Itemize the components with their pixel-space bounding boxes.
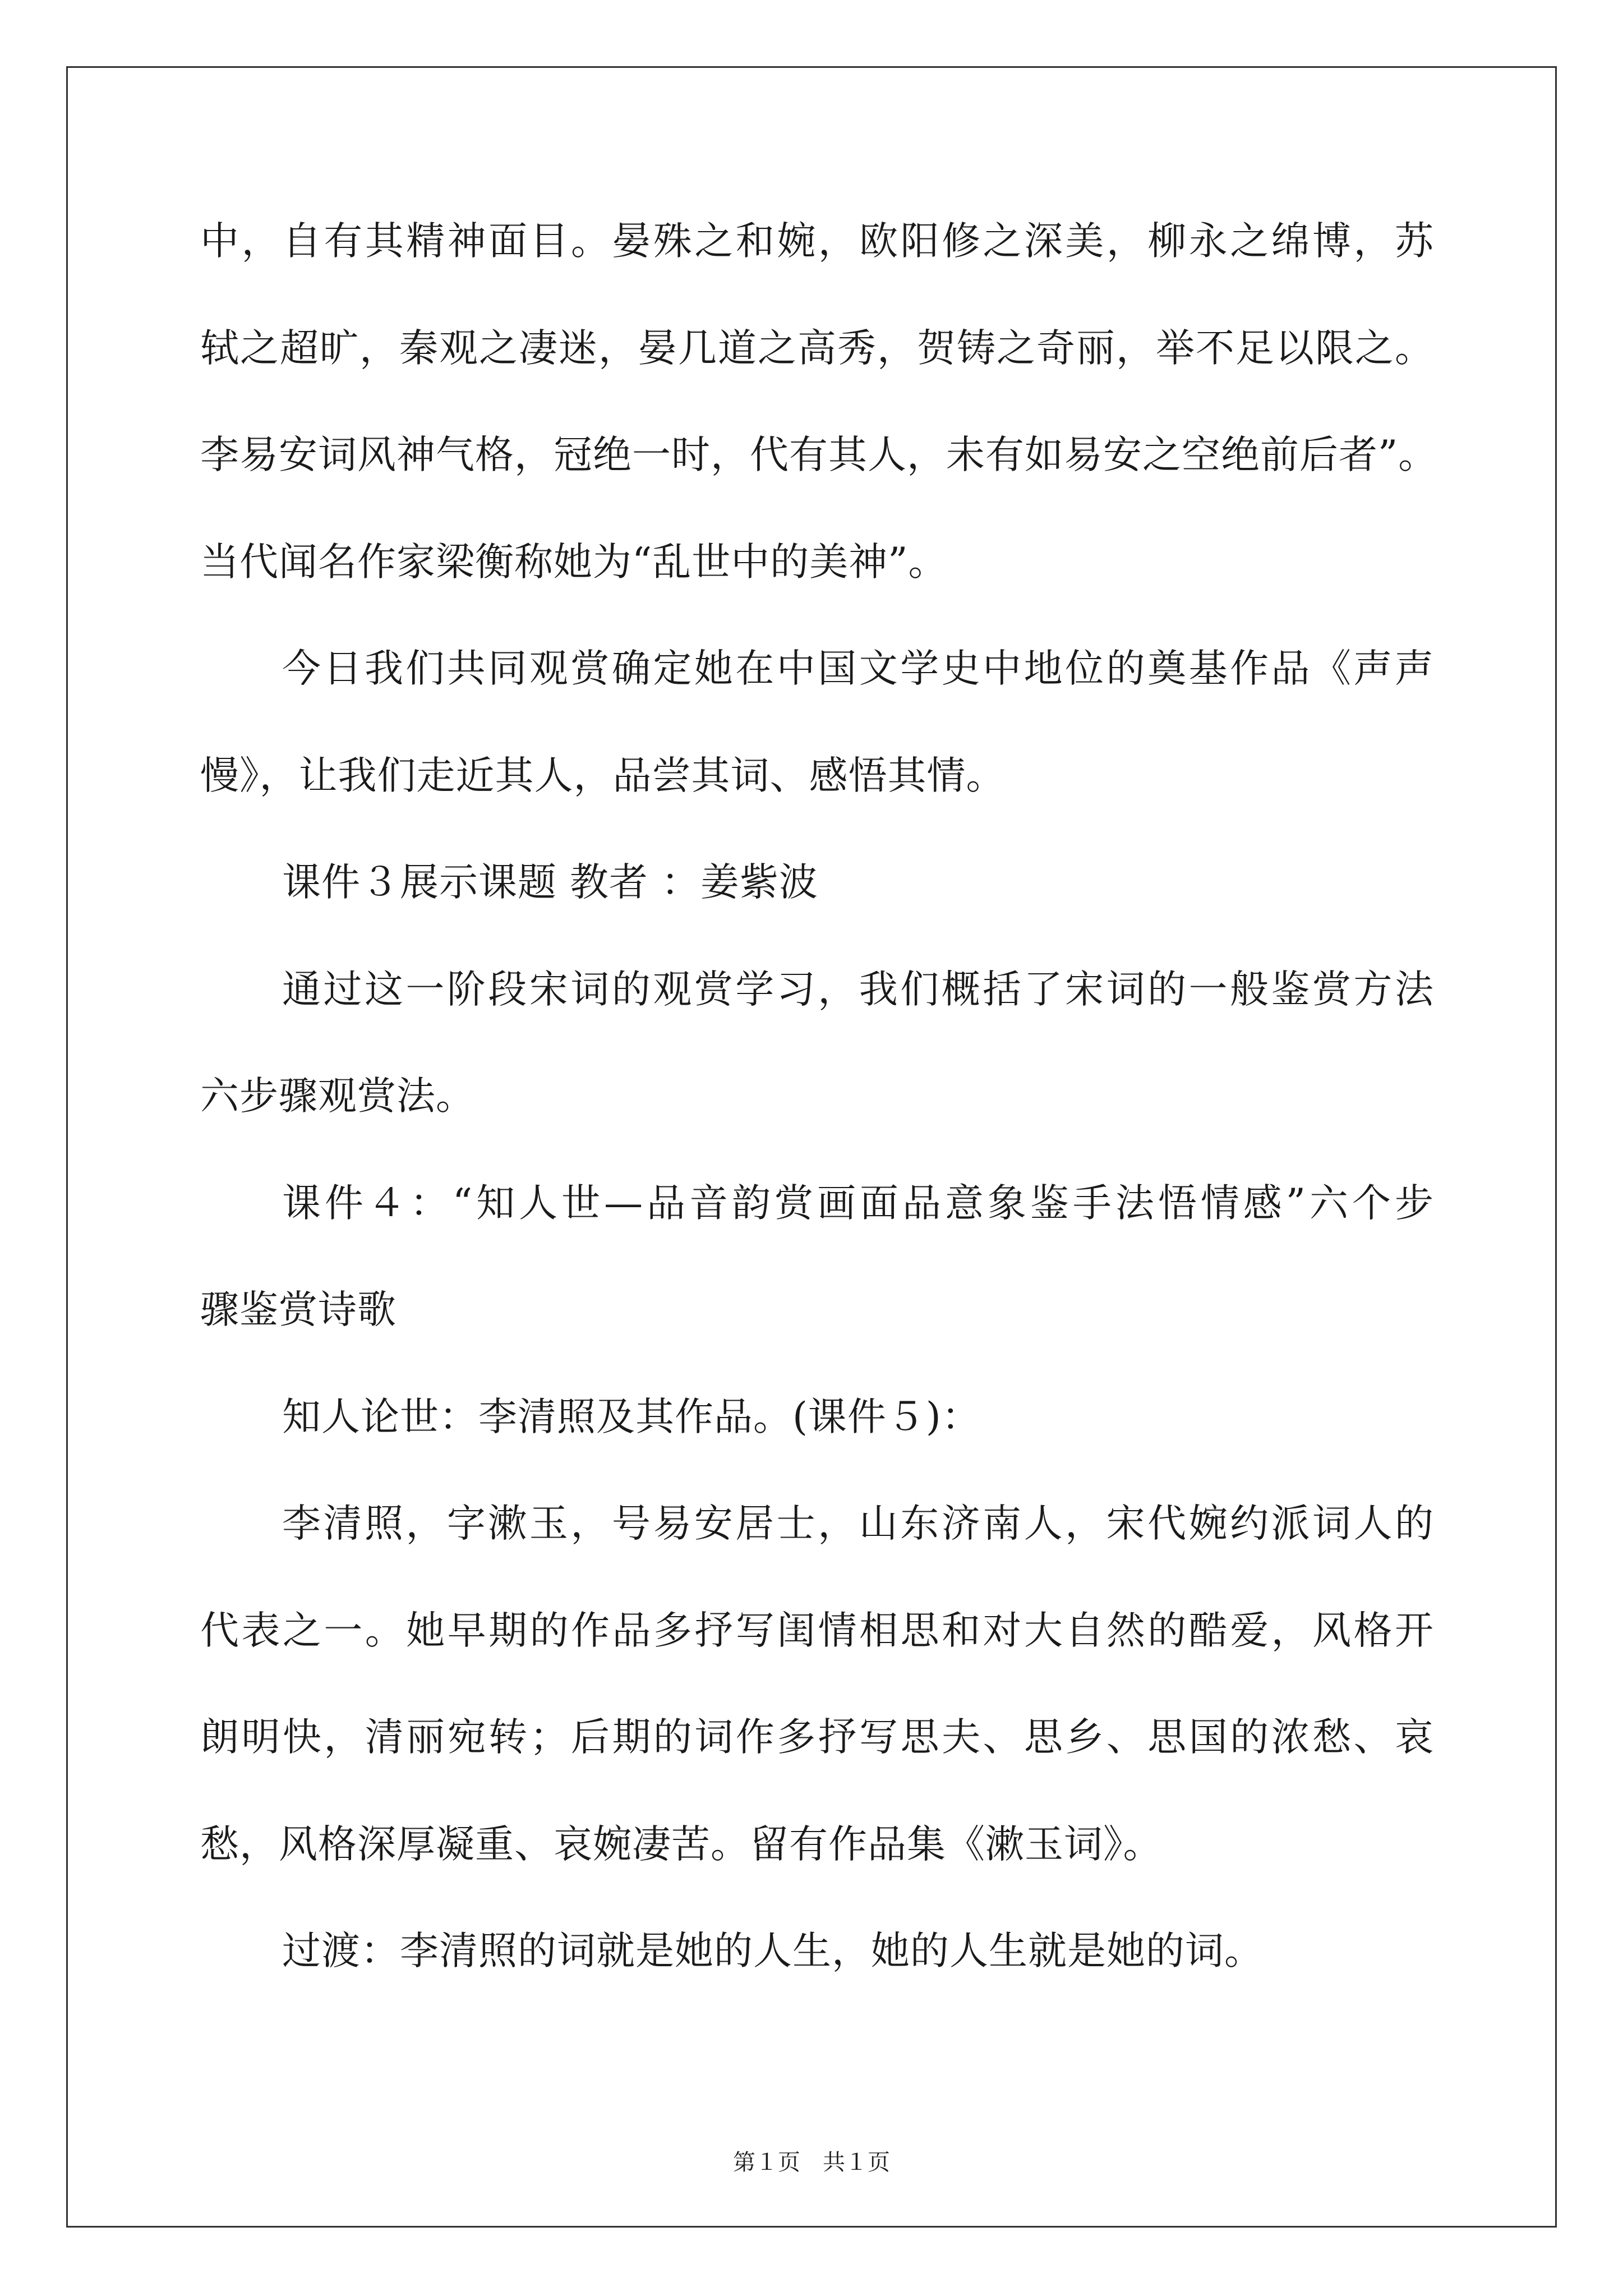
- paragraph-start: 课件４：“知人世—品音韵赏画面品意象鉴手法悟情感”六个步: [282, 1180, 1434, 1226]
- paragraph-start: 通过这一阶段宋词的观赏学习，我们概括了宋词的一般鉴赏方法: [282, 967, 1434, 1012]
- paragraph-start: 过渡：李清照的词就是她的人生，她的人生就是她的词。: [282, 1929, 1264, 1973]
- text-line: 当代闻名作家梁衡称她为“乱世中的美神”。: [200, 539, 948, 585]
- paragraph-start: 李清照，字漱玉，号易安居士，山东济南人，宋代婉约派词人的: [282, 1501, 1434, 1546]
- paragraph-start: 今日我们共同观赏确定她在中国文学史中地位的奠基作品《声声: [282, 646, 1434, 691]
- text-line: 中，自有其精神面目。晏殊之和婉，欧阳修之深美，柳永之绵博，苏: [200, 219, 1434, 264]
- text-line: 朗明快，清丽宛转；后期的词作多抒写思夫、思乡、思国的浓愁、哀: [200, 1715, 1434, 1760]
- paragraph-start: 课件３展示课题 教者 ：姜紫波: [282, 860, 818, 905]
- text-line: 愁，风格深厚凝重、哀婉凄苦。留有作品集《漱玉词》。: [200, 1821, 1163, 1867]
- page-number-footer: 第１页 共１页: [733, 2150, 890, 2175]
- text-line: 代表之一。她早期的作品多抒写闺情相思和对大自然的酷爱，风格开: [200, 1608, 1434, 1653]
- text-line: 轼之超旷，秦观之凄迷，晏几道之高秀，贺铸之奇丽，举不足以限之。: [200, 325, 1434, 371]
- text-line: 骤鉴赏诗歌: [200, 1287, 396, 1332]
- text-line: 六步骤观赏法。: [200, 1074, 475, 1119]
- text-line: 李易安词风神气格，冠绝一时，代有其人，未有如易安之空绝前后者”。: [200, 432, 1438, 477]
- paragraph-start: 知人论世：李清照及其作品。(课件５)：: [282, 1394, 981, 1439]
- document-body: [200, 214, 1438, 2031]
- text-line: 慢》，让我们走近其人，品尝其词、感悟其情。: [200, 753, 1006, 798]
